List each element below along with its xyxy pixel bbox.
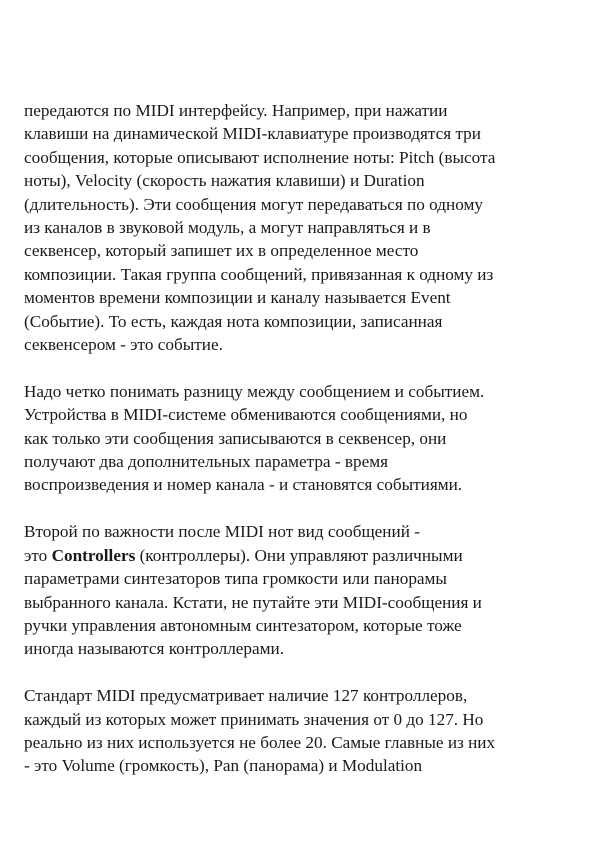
text-line: композиции. Такая группа сообщений, привязанная к одному из	[24, 264, 494, 284]
text-line: Стандарт MIDI предусматривает наличие 127 контроллеров,	[24, 686, 468, 706]
text-line: секвенсер, который запишет их в определенное место	[24, 241, 419, 261]
paragraph-midi-messages	[24, 99, 574, 356]
paragraph-controllers	[24, 520, 574, 660]
text-line: Устройства в MIDI-системе обмениваются сообщениями, но	[24, 405, 468, 425]
paragraph-message-vs-event	[24, 380, 574, 497]
text-line: параметрами синтезаторов типа громкости или панорамы	[24, 569, 447, 589]
text-line: воспроизведения и номер канала - и становятся событиями.	[24, 475, 463, 495]
text-line: (Событие). То есть, каждая нота композиции, записанная	[24, 311, 443, 331]
text-fragment: (контроллеры). Они управляют различными	[135, 545, 463, 565]
text-line: из каналов в звуковой модуль, а могут направляться и в	[24, 218, 431, 238]
document-text	[24, 99, 574, 801]
text-line: ноты), Velocity (скорость нажатия клавиши) и Duration	[24, 171, 425, 191]
text-line: (длительность). Эти сообщения могут передаваться по одному	[24, 194, 483, 214]
text-fragment: это	[24, 545, 52, 565]
text-line: - это Volume (громкость), Pan (панорама) и Modulation	[24, 756, 423, 776]
text-line: Второй по важности после MIDI нот вид сообщений -	[24, 522, 420, 542]
text-line: как только эти сообщения записываются в секвенсер, они	[24, 428, 447, 448]
text-line: получают два дополнительных параметра - время	[24, 452, 388, 472]
text-line: клавиши на динамической MIDI-клавиатуре производятся три	[24, 124, 481, 144]
text-line: моментов времени композиции и каналу называется Event	[24, 288, 451, 308]
controllers-term: Controllers	[51, 545, 136, 565]
text-line: иногда называются контроллерами.	[24, 639, 285, 659]
text-line: выбранного канала. Кстати, не путайте эти MIDI-сообщения и	[24, 592, 482, 612]
text-line: секвенсером - это событие.	[24, 335, 223, 355]
text-line: Надо четко понимать разницу между сообщением и событием.	[24, 381, 485, 401]
text-line: каждый из которых может принимать значения от 0 до 127. Но	[24, 709, 484, 729]
text-line: ручки управления автономным синтезатором, которые тоже	[24, 615, 462, 635]
text-line: реально из них используется не более 20. Самые главные из них	[24, 732, 496, 752]
text-line	[24, 544, 574, 567]
text-line: сообщения, которые описывают исполнение ноты: Pitch (высота	[24, 147, 496, 167]
paragraph-midi-standard	[24, 684, 574, 778]
text-line: передаются по MIDI интерфейсу. Например, при нажатии	[24, 101, 448, 120]
